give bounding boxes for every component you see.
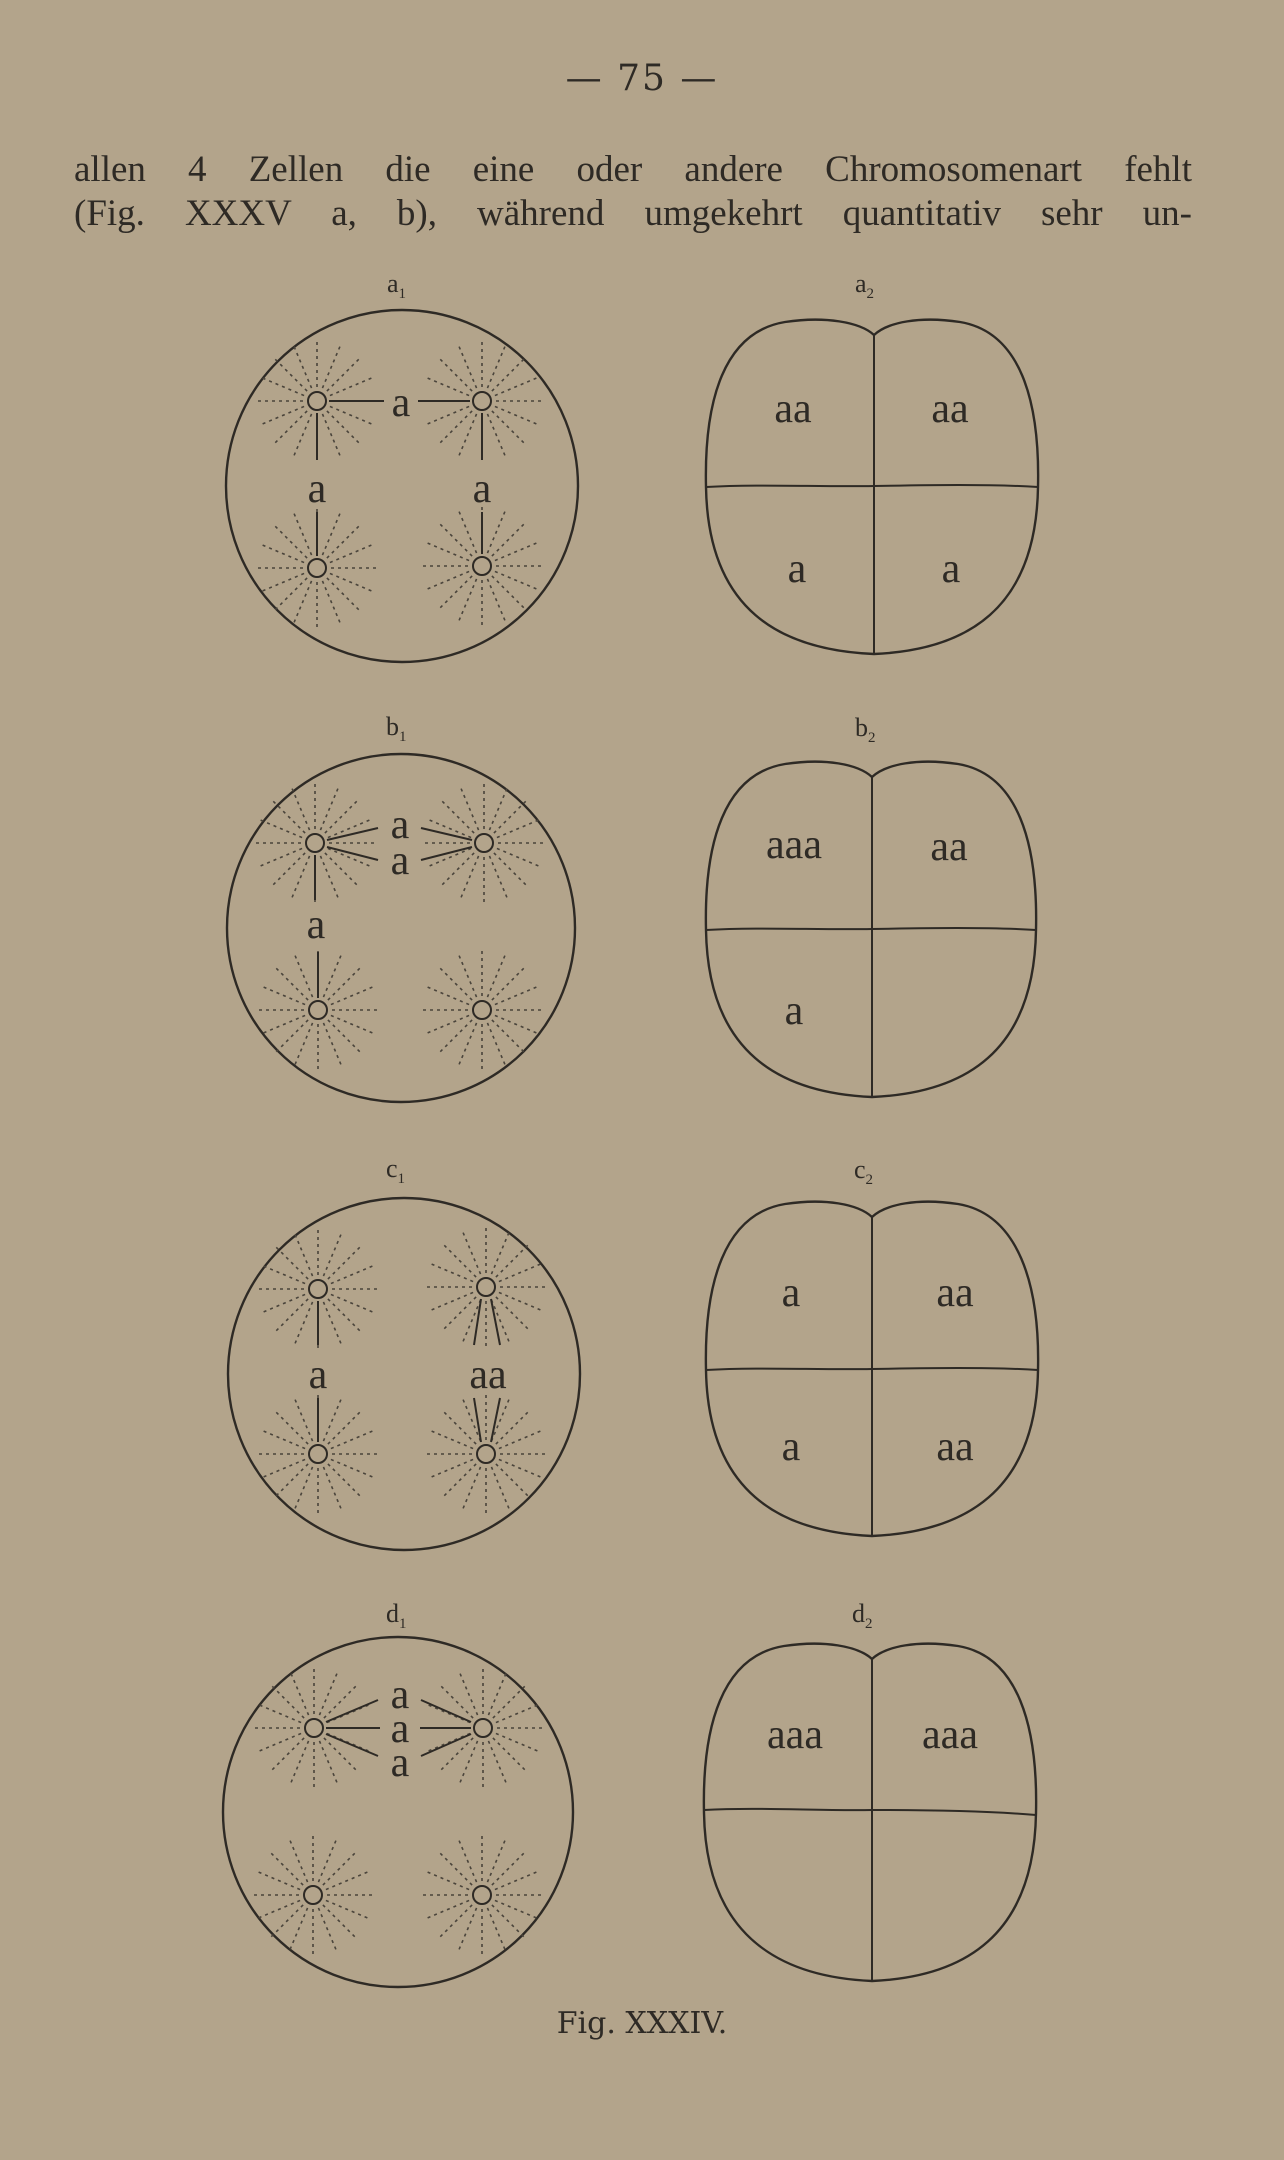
chromosome-label: a <box>472 466 492 512</box>
figure-c2 <box>706 1155 1038 1536</box>
chromosome-label: a <box>390 1706 410 1752</box>
label-c2: $c_2$ <box>854 1155 874 1188</box>
cell-label: aa <box>930 824 968 870</box>
cell-label: aa <box>774 386 812 432</box>
cell-outline <box>228 1198 580 1550</box>
figure-b2 <box>706 713 1036 1097</box>
cell-label: aaa <box>767 1712 823 1758</box>
figure-c1 <box>228 1154 580 1550</box>
chromosome-label: a <box>391 380 411 426</box>
cell-label: aa <box>936 1270 974 1316</box>
cell-label: aa <box>936 1424 974 1470</box>
chromosome-label: a <box>390 802 410 848</box>
figure-d1 <box>223 1599 573 1987</box>
label-b2: $b_2$ <box>855 713 876 746</box>
cell-label: a <box>784 988 804 1034</box>
label-d1: $d_1$ <box>386 1599 407 1632</box>
label-a2: $a_2$ <box>855 269 875 302</box>
chromosome-label: a <box>308 1352 328 1398</box>
cell-label: aaa <box>922 1712 978 1758</box>
label-b1: $b_1$ <box>386 712 407 745</box>
aster <box>422 781 546 905</box>
page-number: — 75 — <box>565 58 719 99</box>
cell-label: aa <box>931 386 969 432</box>
label-a1: $a_1$ <box>387 269 407 302</box>
cell-label: aaa <box>766 822 822 868</box>
figure-a1 <box>226 269 578 662</box>
body-text-line-2: (Fig. XXXV a, b), während umgekehrt quantitativ sehr un- <box>74 193 1192 234</box>
cell-label: a <box>787 546 807 592</box>
figure-b1 <box>227 712 575 1102</box>
aster <box>420 948 544 1072</box>
chromosome-label: aa <box>469 1352 507 1398</box>
label-c1: $c_1$ <box>386 1154 406 1187</box>
aster <box>251 1833 375 1957</box>
chromosome-label: a <box>390 1672 410 1718</box>
chromosome-label: a <box>306 902 326 948</box>
chromosome-label: a <box>390 838 410 884</box>
chromosome-label: a <box>307 466 327 512</box>
cell-label: a <box>781 1424 801 1470</box>
aster <box>420 1833 544 1957</box>
cell-label: a <box>781 1270 801 1316</box>
body-text-line-1: allen 4 Zellen die eine oder andere Chromosomenart fehlt <box>74 149 1192 190</box>
aster <box>424 1225 548 1349</box>
figure-d2 <box>704 1599 1036 1981</box>
cell-label: a <box>941 546 961 592</box>
cell-outline <box>226 310 578 662</box>
figure-caption: Fig. XXXIV. <box>556 2006 728 2041</box>
chromosome-label: a <box>390 1740 410 1786</box>
label-d2: $d_2$ <box>852 1599 873 1632</box>
figure-a2 <box>706 269 1038 654</box>
